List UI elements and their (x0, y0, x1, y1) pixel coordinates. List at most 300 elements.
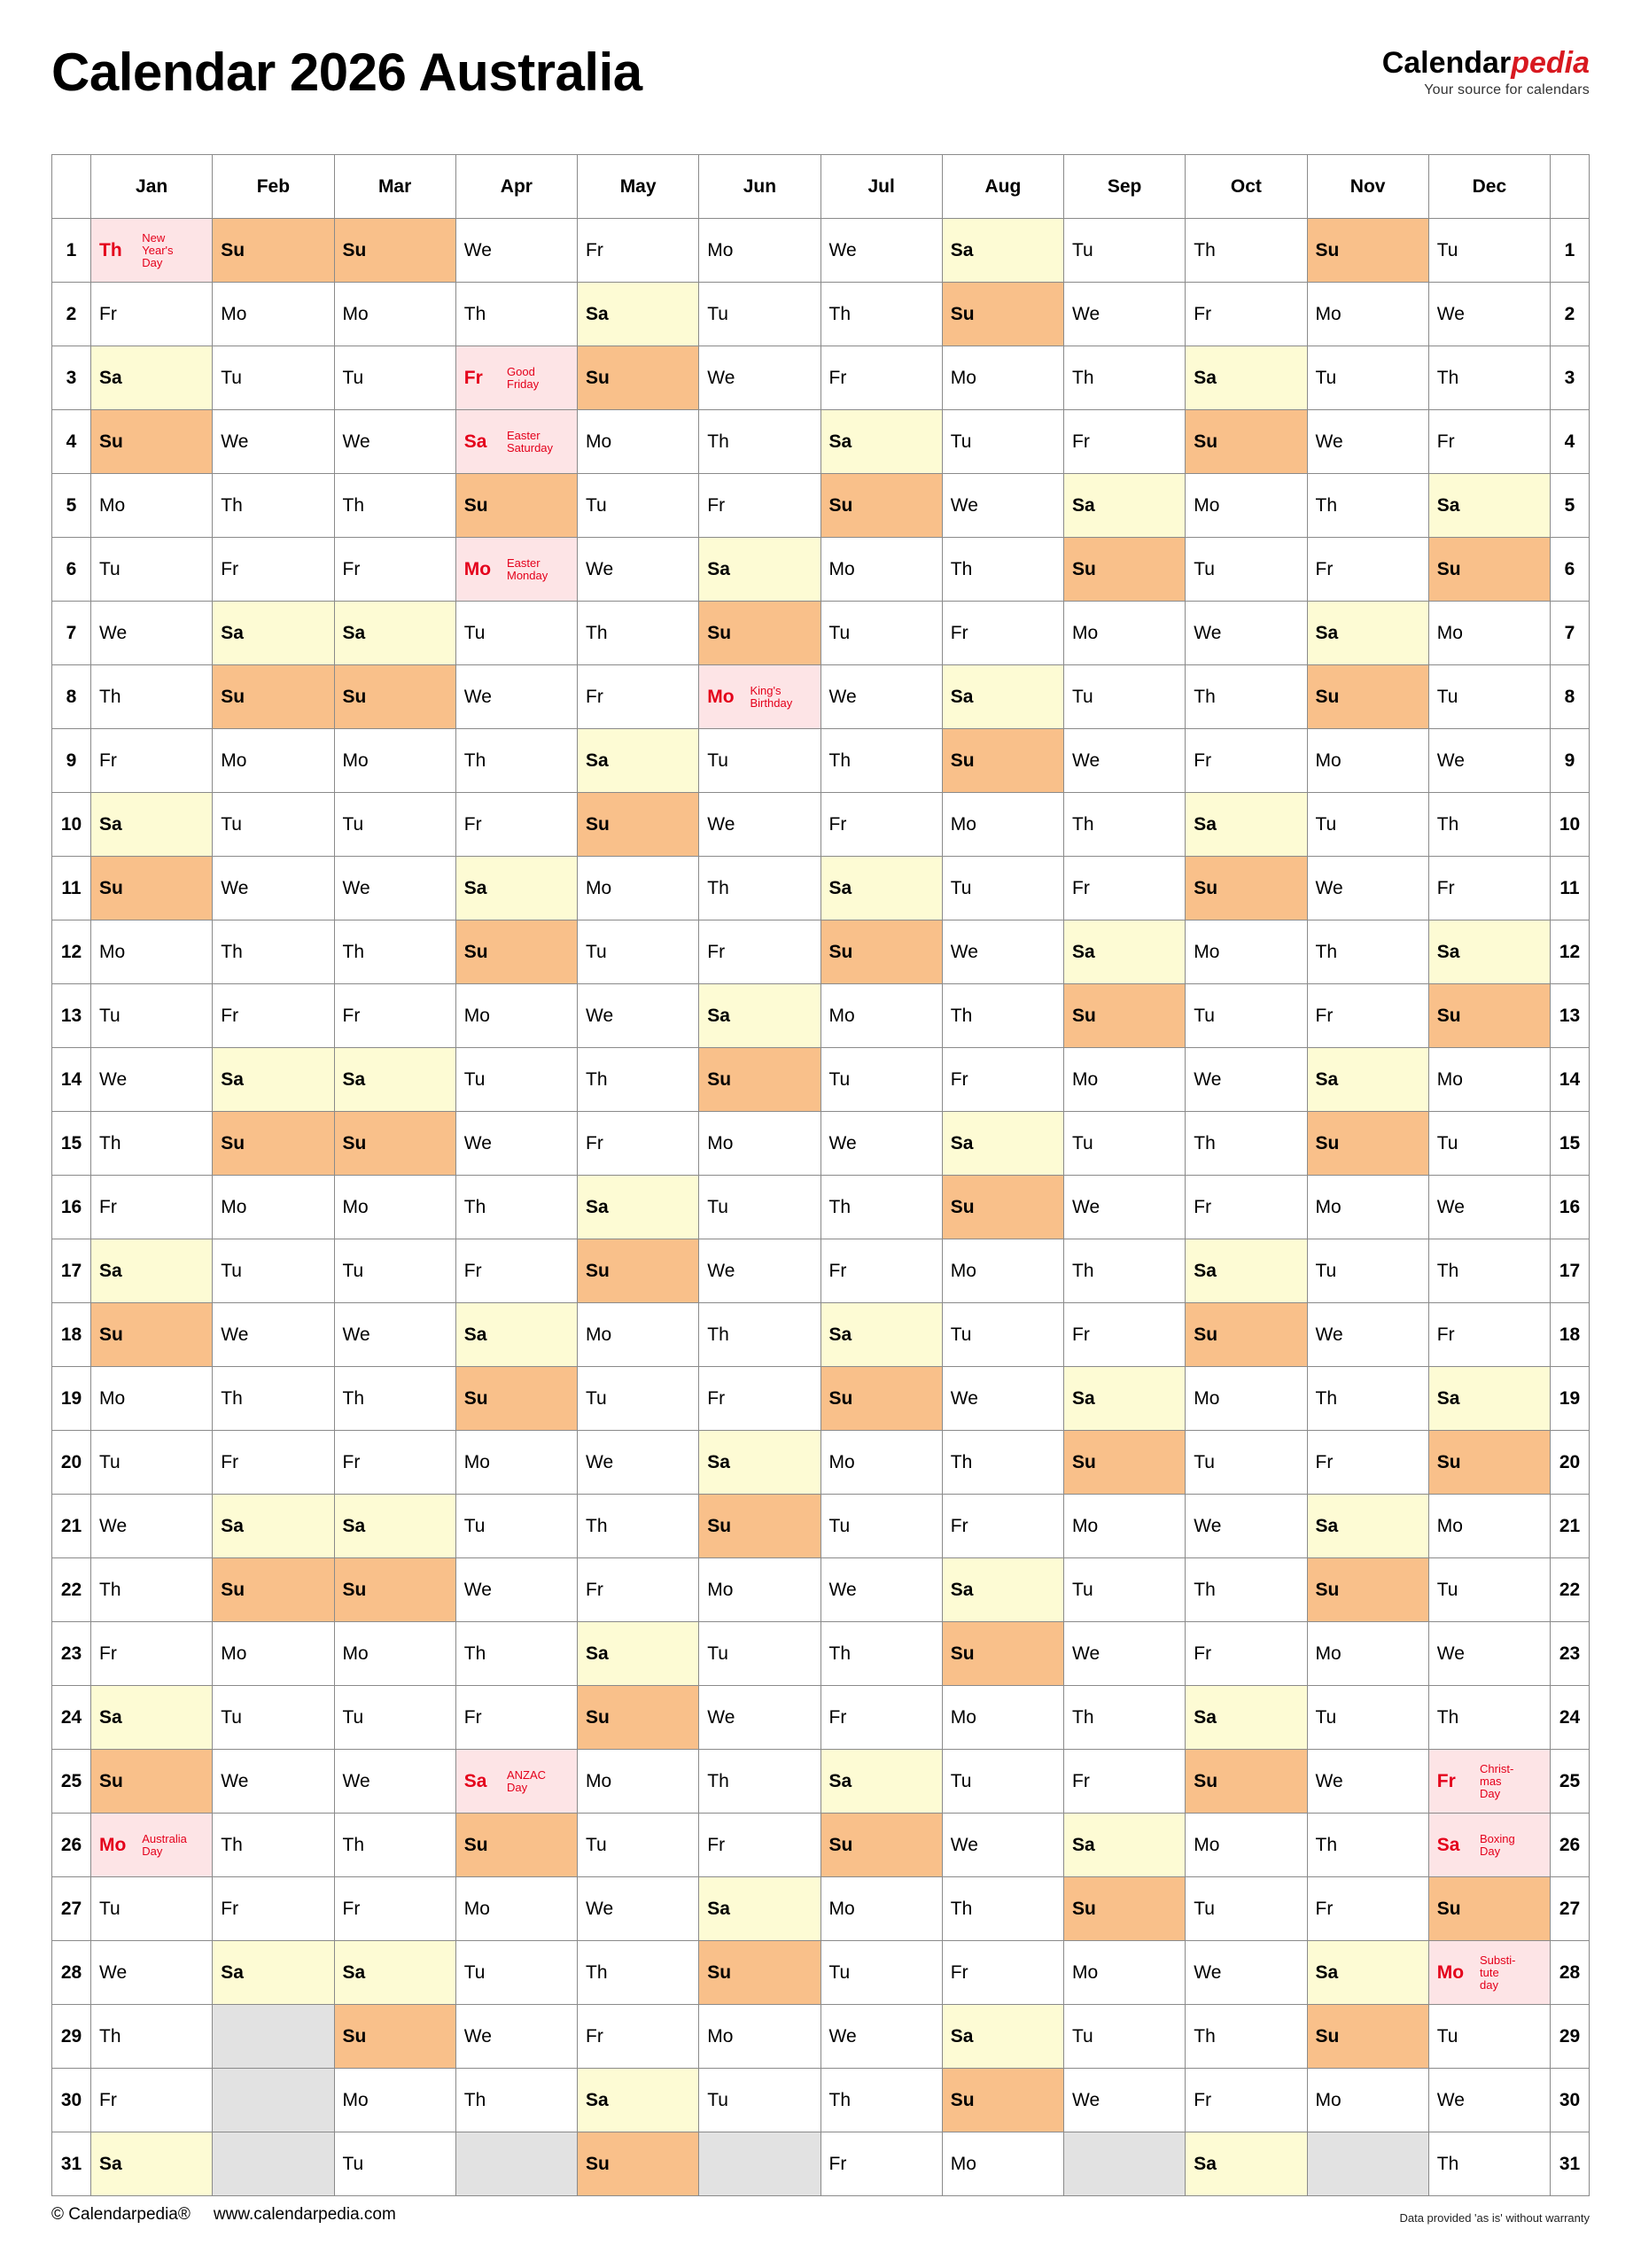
calendar-cell[interactable] (91, 1686, 213, 1750)
calendar-cell[interactable] (1064, 793, 1186, 857)
calendar-cell[interactable] (91, 1558, 213, 1622)
calendar-cell[interactable] (1186, 602, 1307, 665)
calendar-cell[interactable] (455, 2005, 577, 2069)
calendar-cell[interactable] (91, 920, 213, 984)
calendar-cell[interactable] (1186, 793, 1307, 857)
calendar-cell[interactable] (942, 1941, 1063, 2005)
calendar-cell[interactable] (334, 1622, 455, 1686)
calendar-cell[interactable] (1307, 1239, 1428, 1303)
calendar-cell[interactable] (455, 283, 577, 346)
calendar-cell[interactable] (334, 665, 455, 729)
calendar-cell[interactable] (1064, 1941, 1186, 2005)
calendar-cell[interactable] (578, 984, 699, 1048)
calendar-cell[interactable] (820, 984, 942, 1048)
calendar-cell[interactable] (455, 1877, 577, 1941)
calendar-cell[interactable] (213, 2132, 334, 2196)
calendar-cell[interactable] (91, 1941, 213, 2005)
calendar-cell[interactable] (820, 1367, 942, 1431)
calendar-cell[interactable] (455, 1686, 577, 1750)
calendar-cell[interactable] (91, 1239, 213, 1303)
calendar-cell[interactable] (942, 1048, 1063, 1112)
calendar-cell[interactable] (91, 793, 213, 857)
calendar-cell[interactable] (578, 665, 699, 729)
calendar-cell[interactable] (334, 1941, 455, 2005)
calendar-cell[interactable] (1064, 219, 1186, 283)
calendar-cell[interactable] (455, 1367, 577, 1431)
calendar-cell[interactable] (91, 602, 213, 665)
calendar-cell[interactable] (820, 346, 942, 410)
calendar-cell[interactable] (91, 1750, 213, 1814)
calendar-cell[interactable] (699, 474, 820, 538)
calendar-cell[interactable] (213, 1877, 334, 1941)
calendar-cell[interactable] (942, 474, 1063, 538)
calendar-cell[interactable] (1186, 410, 1307, 474)
calendar-cell[interactable] (1307, 283, 1428, 346)
calendar-cell[interactable] (334, 410, 455, 474)
calendar-cell[interactable] (578, 1431, 699, 1495)
calendar-cell[interactable] (578, 920, 699, 984)
calendar-cell[interactable] (942, 1686, 1063, 1750)
calendar-cell[interactable] (820, 1877, 942, 1941)
calendar-cell[interactable] (699, 410, 820, 474)
calendar-cell[interactable] (1428, 219, 1550, 283)
calendar-cell[interactable] (1186, 2069, 1307, 2132)
calendar-cell[interactable] (91, 1814, 213, 1877)
calendar-cell[interactable] (820, 1622, 942, 1686)
calendar-cell[interactable] (942, 1622, 1063, 1686)
calendar-cell[interactable] (1428, 729, 1550, 793)
calendar-cell[interactable] (578, 346, 699, 410)
calendar-cell[interactable] (1428, 1431, 1550, 1495)
calendar-cell[interactable] (1064, 1814, 1186, 1877)
calendar-cell[interactable] (1186, 1877, 1307, 1941)
calendar-cell[interactable] (91, 346, 213, 410)
calendar-cell[interactable] (1186, 1558, 1307, 1622)
calendar-cell[interactable] (1064, 1303, 1186, 1367)
calendar-cell[interactable] (334, 1112, 455, 1176)
calendar-cell[interactable] (334, 1750, 455, 1814)
calendar-cell[interactable] (1428, 1176, 1550, 1239)
calendar-cell[interactable] (1064, 665, 1186, 729)
calendar-cell[interactable] (699, 1750, 820, 1814)
calendar-cell[interactable] (820, 2069, 942, 2132)
calendar-cell[interactable] (334, 1877, 455, 1941)
calendar-cell[interactable] (455, 219, 577, 283)
calendar-cell[interactable] (820, 1239, 942, 1303)
calendar-cell[interactable] (942, 2005, 1063, 2069)
calendar-cell[interactable] (1064, 1558, 1186, 1622)
calendar-cell[interactable] (1428, 665, 1550, 729)
calendar-cell[interactable] (942, 1750, 1063, 1814)
calendar-cell[interactable] (1186, 1112, 1307, 1176)
calendar-cell[interactable] (334, 2132, 455, 2196)
calendar-cell[interactable] (334, 1239, 455, 1303)
calendar-cell[interactable] (213, 1048, 334, 1112)
calendar-cell[interactable] (1428, 984, 1550, 1048)
calendar-cell[interactable] (942, 1431, 1063, 1495)
calendar-cell[interactable] (1307, 346, 1428, 410)
calendar-cell[interactable] (1064, 1367, 1186, 1431)
calendar-cell[interactable] (1186, 1303, 1307, 1367)
calendar-cell[interactable] (455, 1112, 577, 1176)
calendar-cell[interactable] (1186, 1814, 1307, 1877)
calendar-cell[interactable] (334, 1431, 455, 1495)
calendar-cell[interactable] (91, 410, 213, 474)
calendar-cell[interactable] (455, 1941, 577, 2005)
calendar-cell[interactable] (334, 1367, 455, 1431)
calendar-cell[interactable] (942, 410, 1063, 474)
calendar-cell[interactable] (334, 474, 455, 538)
calendar-cell[interactable] (578, 1750, 699, 1814)
calendar-cell[interactable] (699, 219, 820, 283)
calendar-cell[interactable] (1307, 1495, 1428, 1558)
calendar-cell[interactable] (334, 2005, 455, 2069)
calendar-cell[interactable] (1307, 2069, 1428, 2132)
calendar-cell[interactable] (578, 1622, 699, 1686)
calendar-cell[interactable] (334, 1558, 455, 1622)
calendar-cell[interactable] (699, 538, 820, 602)
calendar-cell[interactable] (334, 984, 455, 1048)
calendar-cell[interactable] (1428, 1941, 1550, 2005)
calendar-cell[interactable] (578, 1112, 699, 1176)
calendar-cell[interactable] (1307, 1367, 1428, 1431)
calendar-cell[interactable] (699, 920, 820, 984)
calendar-cell[interactable] (699, 729, 820, 793)
calendar-cell[interactable] (1307, 2005, 1428, 2069)
calendar-cell[interactable] (820, 729, 942, 793)
calendar-cell[interactable] (1186, 1367, 1307, 1431)
calendar-cell[interactable] (1307, 474, 1428, 538)
calendar-cell[interactable] (699, 1239, 820, 1303)
calendar-cell[interactable] (213, 729, 334, 793)
calendar-cell[interactable] (334, 1495, 455, 1558)
calendar-cell[interactable] (820, 1176, 942, 1239)
calendar-cell[interactable] (1428, 1367, 1550, 1431)
calendar-cell[interactable] (1186, 474, 1307, 538)
calendar-cell[interactable] (213, 1622, 334, 1686)
calendar-cell[interactable] (91, 1495, 213, 1558)
calendar-cell[interactable] (1186, 1495, 1307, 1558)
calendar-cell[interactable] (942, 920, 1063, 984)
calendar-cell[interactable] (1186, 1048, 1307, 1112)
calendar-cell[interactable] (91, 665, 213, 729)
calendar-cell[interactable] (942, 2132, 1063, 2196)
calendar-cell[interactable] (1307, 1750, 1428, 1814)
calendar-cell[interactable] (1064, 538, 1186, 602)
calendar-cell[interactable] (91, 283, 213, 346)
calendar-cell[interactable] (1307, 1176, 1428, 1239)
calendar-cell[interactable] (213, 1239, 334, 1303)
calendar-cell[interactable] (1064, 2069, 1186, 2132)
calendar-cell[interactable] (213, 2005, 334, 2069)
calendar-cell[interactable] (578, 1814, 699, 1877)
calendar-cell[interactable] (334, 920, 455, 984)
calendar-cell[interactable] (1428, 1495, 1550, 1558)
calendar-cell[interactable] (578, 1877, 699, 1941)
calendar-cell[interactable] (334, 1814, 455, 1877)
calendar-cell[interactable] (455, 1495, 577, 1558)
calendar-cell[interactable] (820, 1303, 942, 1367)
calendar-cell[interactable] (213, 1112, 334, 1176)
calendar-cell[interactable] (455, 602, 577, 665)
calendar-cell[interactable] (91, 2069, 213, 2132)
calendar-cell[interactable] (942, 346, 1063, 410)
calendar-cell[interactable] (942, 2069, 1063, 2132)
calendar-cell[interactable] (1186, 729, 1307, 793)
calendar-cell[interactable] (1307, 984, 1428, 1048)
calendar-cell[interactable] (455, 857, 577, 920)
calendar-cell[interactable] (699, 793, 820, 857)
calendar-cell[interactable] (1428, 857, 1550, 920)
calendar-cell[interactable] (1307, 1877, 1428, 1941)
calendar-cell[interactable] (1428, 1686, 1550, 1750)
calendar-cell[interactable] (1186, 665, 1307, 729)
calendar-cell[interactable] (1064, 1112, 1186, 1176)
calendar-cell[interactable] (699, 2069, 820, 2132)
calendar-cell[interactable] (699, 1048, 820, 1112)
calendar-cell[interactable] (578, 1558, 699, 1622)
calendar-cell[interactable] (1064, 1048, 1186, 1112)
calendar-cell[interactable] (334, 1176, 455, 1239)
calendar-cell[interactable] (699, 1558, 820, 1622)
calendar-cell[interactable] (1186, 857, 1307, 920)
calendar-cell[interactable] (334, 602, 455, 665)
calendar-cell[interactable] (578, 2005, 699, 2069)
calendar-cell[interactable] (1186, 1431, 1307, 1495)
calendar-cell[interactable] (213, 1558, 334, 1622)
calendar-cell[interactable] (213, 283, 334, 346)
calendar-cell[interactable] (91, 474, 213, 538)
calendar-cell[interactable] (1428, 602, 1550, 665)
calendar-cell[interactable] (1064, 1750, 1186, 1814)
calendar-cell[interactable] (820, 1941, 942, 2005)
calendar-cell[interactable] (1428, 1750, 1550, 1814)
calendar-cell[interactable] (1307, 665, 1428, 729)
calendar-cell[interactable] (578, 1303, 699, 1367)
calendar-cell[interactable] (820, 1431, 942, 1495)
calendar-cell[interactable] (1307, 1558, 1428, 1622)
calendar-cell[interactable] (213, 1176, 334, 1239)
calendar-cell[interactable] (1064, 2132, 1186, 2196)
calendar-cell[interactable] (1428, 1239, 1550, 1303)
calendar-cell[interactable] (91, 2132, 213, 2196)
calendar-cell[interactable] (820, 920, 942, 984)
calendar-cell[interactable] (334, 346, 455, 410)
calendar-cell[interactable] (455, 1622, 577, 1686)
calendar-cell[interactable] (578, 602, 699, 665)
calendar-cell[interactable] (699, 1367, 820, 1431)
calendar-cell[interactable] (1064, 1431, 1186, 1495)
calendar-cell[interactable] (213, 538, 334, 602)
calendar-cell[interactable] (820, 283, 942, 346)
calendar-cell[interactable] (820, 665, 942, 729)
calendar-cell[interactable] (820, 538, 942, 602)
calendar-cell[interactable] (699, 602, 820, 665)
calendar-cell[interactable] (213, 793, 334, 857)
calendar-cell[interactable] (91, 1048, 213, 1112)
calendar-cell[interactable] (1064, 1686, 1186, 1750)
calendar-cell[interactable] (1428, 410, 1550, 474)
calendar-cell[interactable] (1186, 283, 1307, 346)
calendar-cell[interactable] (1428, 1877, 1550, 1941)
calendar-cell[interactable] (334, 538, 455, 602)
calendar-cell[interactable] (213, 857, 334, 920)
calendar-cell[interactable] (578, 2132, 699, 2196)
calendar-cell[interactable] (820, 2132, 942, 2196)
calendar-cell[interactable] (942, 665, 1063, 729)
calendar-cell[interactable] (455, 984, 577, 1048)
calendar-cell[interactable] (455, 1176, 577, 1239)
calendar-cell[interactable] (455, 920, 577, 984)
calendar-cell[interactable] (699, 2132, 820, 2196)
calendar-cell[interactable] (455, 665, 577, 729)
calendar-cell[interactable] (213, 1750, 334, 1814)
calendar-cell[interactable] (1307, 857, 1428, 920)
calendar-cell[interactable] (578, 538, 699, 602)
calendar-cell[interactable] (213, 474, 334, 538)
calendar-cell[interactable] (334, 1048, 455, 1112)
calendar-cell[interactable] (1428, 2069, 1550, 2132)
calendar-cell[interactable] (942, 219, 1063, 283)
calendar-cell[interactable] (1186, 1622, 1307, 1686)
calendar-cell[interactable] (334, 219, 455, 283)
calendar-cell[interactable] (1064, 729, 1186, 793)
calendar-cell[interactable] (334, 1303, 455, 1367)
calendar-cell[interactable] (213, 410, 334, 474)
calendar-cell[interactable] (699, 857, 820, 920)
calendar-cell[interactable] (91, 1431, 213, 1495)
calendar-cell[interactable] (213, 602, 334, 665)
calendar-cell[interactable] (942, 1176, 1063, 1239)
calendar-cell[interactable] (699, 1431, 820, 1495)
calendar-cell[interactable] (1428, 538, 1550, 602)
calendar-cell[interactable] (1307, 1814, 1428, 1877)
calendar-cell[interactable] (455, 1048, 577, 1112)
calendar-cell[interactable] (578, 474, 699, 538)
calendar-cell[interactable] (455, 538, 577, 602)
calendar-cell[interactable] (455, 474, 577, 538)
calendar-cell[interactable] (334, 857, 455, 920)
calendar-cell[interactable] (578, 729, 699, 793)
calendar-cell[interactable] (820, 857, 942, 920)
calendar-cell[interactable] (1186, 1686, 1307, 1750)
calendar-cell[interactable] (820, 1495, 942, 1558)
calendar-cell[interactable] (942, 857, 1063, 920)
calendar-cell[interactable] (213, 1495, 334, 1558)
calendar-cell[interactable] (1064, 1239, 1186, 1303)
calendar-cell[interactable] (820, 410, 942, 474)
calendar-cell[interactable] (578, 857, 699, 920)
calendar-cell[interactable] (1307, 1941, 1428, 2005)
calendar-cell[interactable] (699, 665, 820, 729)
calendar-cell[interactable] (455, 410, 577, 474)
calendar-cell[interactable] (1428, 1814, 1550, 1877)
calendar-cell[interactable] (699, 1622, 820, 1686)
calendar-cell[interactable] (1186, 984, 1307, 1048)
calendar-cell[interactable] (1307, 538, 1428, 602)
calendar-cell[interactable] (578, 1941, 699, 2005)
calendar-cell[interactable] (1186, 1941, 1307, 2005)
calendar-cell[interactable] (578, 1686, 699, 1750)
calendar-cell[interactable] (942, 1495, 1063, 1558)
calendar-cell[interactable] (942, 538, 1063, 602)
calendar-cell[interactable] (942, 1112, 1063, 1176)
calendar-cell[interactable] (455, 1303, 577, 1367)
calendar-cell[interactable] (942, 1814, 1063, 1877)
calendar-cell[interactable] (699, 1176, 820, 1239)
calendar-cell[interactable] (1428, 920, 1550, 984)
calendar-cell[interactable] (942, 793, 1063, 857)
calendar-cell[interactable] (1307, 602, 1428, 665)
calendar-cell[interactable] (334, 1686, 455, 1750)
calendar-cell[interactable] (1064, 1176, 1186, 1239)
calendar-cell[interactable] (91, 729, 213, 793)
calendar-cell[interactable] (820, 474, 942, 538)
calendar-cell[interactable] (1064, 2005, 1186, 2069)
calendar-cell[interactable] (942, 1558, 1063, 1622)
calendar-cell[interactable] (1307, 219, 1428, 283)
calendar-cell[interactable] (1428, 474, 1550, 538)
calendar-cell[interactable] (213, 984, 334, 1048)
calendar-cell[interactable] (213, 665, 334, 729)
calendar-cell[interactable] (213, 1431, 334, 1495)
calendar-cell[interactable] (213, 1367, 334, 1431)
calendar-cell[interactable] (1307, 410, 1428, 474)
calendar-cell[interactable] (1428, 1048, 1550, 1112)
calendar-cell[interactable] (699, 1686, 820, 1750)
calendar-cell[interactable] (578, 1367, 699, 1431)
calendar-cell[interactable] (1186, 2005, 1307, 2069)
calendar-cell[interactable] (699, 1112, 820, 1176)
calendar-cell[interactable] (699, 1303, 820, 1367)
calendar-cell[interactable] (455, 1239, 577, 1303)
calendar-cell[interactable] (578, 1176, 699, 1239)
calendar-cell[interactable] (91, 1622, 213, 1686)
calendar-cell[interactable] (578, 410, 699, 474)
calendar-cell[interactable] (699, 984, 820, 1048)
calendar-cell[interactable] (699, 1495, 820, 1558)
calendar-cell[interactable] (1186, 538, 1307, 602)
calendar-cell[interactable] (1064, 857, 1186, 920)
calendar-cell[interactable] (820, 793, 942, 857)
calendar-cell[interactable] (699, 283, 820, 346)
calendar-cell[interactable] (91, 1112, 213, 1176)
calendar-cell[interactable] (91, 2005, 213, 2069)
calendar-cell[interactable] (578, 283, 699, 346)
calendar-cell[interactable] (1064, 1877, 1186, 1941)
calendar-cell[interactable] (91, 1877, 213, 1941)
calendar-cell[interactable] (1186, 1176, 1307, 1239)
calendar-cell[interactable] (1307, 1112, 1428, 1176)
calendar-cell[interactable] (1064, 410, 1186, 474)
calendar-cell[interactable] (1307, 1431, 1428, 1495)
calendar-cell[interactable] (1428, 346, 1550, 410)
calendar-cell[interactable] (91, 538, 213, 602)
calendar-cell[interactable] (1428, 2005, 1550, 2069)
calendar-cell[interactable] (1186, 2132, 1307, 2196)
calendar-cell[interactable] (699, 1814, 820, 1877)
calendar-cell[interactable] (1064, 346, 1186, 410)
calendar-cell[interactable] (578, 1239, 699, 1303)
calendar-cell[interactable] (1428, 1112, 1550, 1176)
calendar-cell[interactable] (213, 1303, 334, 1367)
calendar-cell[interactable] (91, 1367, 213, 1431)
calendar-cell[interactable] (91, 1303, 213, 1367)
calendar-cell[interactable] (455, 2069, 577, 2132)
calendar-cell[interactable] (1307, 1303, 1428, 1367)
calendar-cell[interactable] (578, 1048, 699, 1112)
calendar-cell[interactable] (578, 219, 699, 283)
